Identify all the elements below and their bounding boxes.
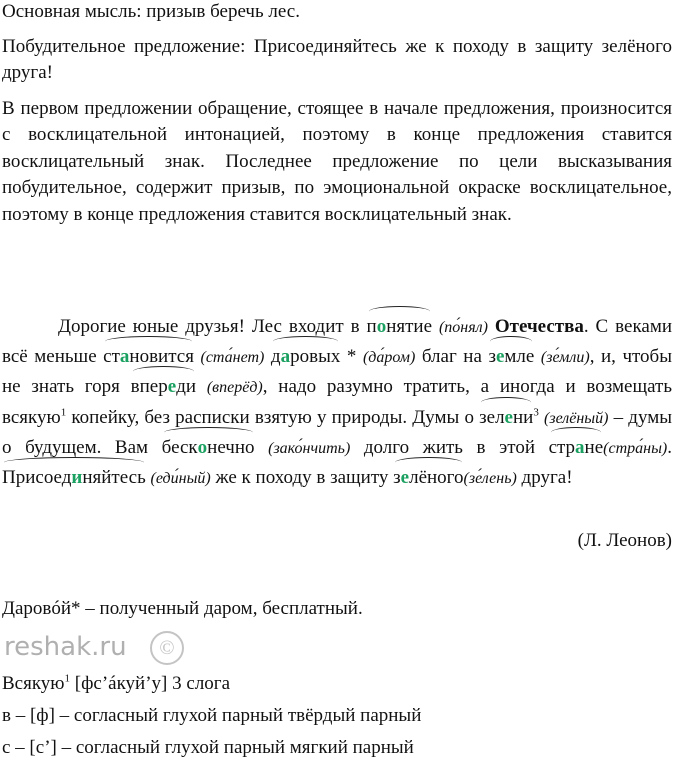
passage-text: благ на [415,346,489,368]
passage-text: , и, чтобы не знать горя [2,346,672,398]
checked-vowel: о [197,436,208,458]
root-arc-mark [164,427,253,438]
root-word: становится [103,342,194,371]
phonetic-sup: 1 [64,672,71,685]
watermark: reshak.ru [4,632,127,662]
phonetic-transcription: [фс’áкуй’у] 3 слога [70,673,231,694]
passage-text: . [667,436,672,458]
passage-text: долго жить в этой [350,436,549,458]
checked-vowel: а [280,346,291,368]
passage-text: . С веками всё меньше [2,316,673,368]
root-arc-mark [133,366,194,377]
checked-vowel: е [504,406,513,428]
sound-line: в – [ф] – согласный глухой парный твёрдый парный [2,705,422,726]
phonetic-analysis [2,673,672,695]
root-word: даровых [271,342,340,371]
checked-vowel: е [495,346,505,368]
passage-text [488,316,495,337]
root-arc-mark [551,427,602,438]
passage-text [432,316,439,337]
root-word: понятие [367,312,432,341]
main-idea: Основная мысль: призыв беречь лес. [2,1,300,22]
passage-text: друга! [516,467,573,489]
text-passage [2,312,672,493]
check-word: (да́ром) [362,349,416,367]
check-word: (вперёд) [206,379,263,397]
footnote-mark: 3 [533,406,539,419]
root-word: стране [549,433,604,462]
check-word: (стра́ны) [603,439,668,457]
passage-text: Отечества [494,316,584,337]
root-word: бесконечно [162,433,255,462]
root-word: Присоединяйтесь [2,463,146,492]
passage-text: , надо разумно тратить, а иногда и возмещать всякую [2,376,673,428]
root-arc-mark [273,336,338,347]
root-arc-mark [105,336,192,347]
checked-vowel: и [71,467,83,489]
checked-vowel: о [376,316,387,337]
root-word: земле [488,342,534,371]
root-word: впереди [131,372,196,401]
check-word: (зе́мли) [540,349,590,367]
root-word: зелёного [393,463,463,492]
passage-text: Дорогие юные друзья! Лес входит в [58,316,367,337]
footnote-mark: 1 [60,406,67,419]
check-word: (зелёный) [544,409,609,427]
sound-line: с – [с’] – согласный глухой парный мягкий парный [2,737,414,758]
checked-vowel: е [167,376,177,398]
imperative-sentence: Побудительное предложение: Присоединяйтесь же к походу в защиту зелёного друга! [2,36,672,84]
root-arc-mark [481,397,531,408]
root-arc-mark [4,457,144,468]
checked-vowel: а [119,346,130,368]
passage-text [255,437,269,458]
root-arc-mark [369,306,430,317]
root-arc-mark [395,457,461,468]
checked-vowel: е [400,467,410,489]
passage-text [196,376,207,397]
author: (Л. Леонов) [577,530,672,551]
phonetic-word: Всякую [2,673,65,694]
check-word: (зако́нчить) [268,439,351,457]
check-word: (по́нял) [438,319,488,336]
check-word: (зе́лень) [463,470,517,488]
root-word: зелени [479,403,533,432]
explanation-paragraph: В первом предложении обращение, стоящее в начале предложения, произносится с восклицательной интонацией, поэтому в конце предложения ставится восклицательный знак. Последнее предложение по цели высказывания побудительное, содержит призыв, по эмоциональной окраске восклицательное, поэтому в конце предложения ставится восклицательный знак. [2,98,672,225]
passage-text: * [340,346,363,368]
check-word: (ста́нет) [200,349,265,367]
passage-text: же к походу в защиту [210,467,394,489]
footnote-darovoy: Даровóй* – полученный даром, бесплатный. [2,598,363,619]
passage-text: копейку, без расписки взятую у природы. Думы о [66,406,480,428]
copyright-icon: © [150,631,184,665]
root-arc-mark [490,336,532,347]
checked-vowel: а [575,436,585,458]
check-word: (еди́ный) [150,470,211,488]
passage-text: – думы о будущем. Вам [2,406,672,458]
